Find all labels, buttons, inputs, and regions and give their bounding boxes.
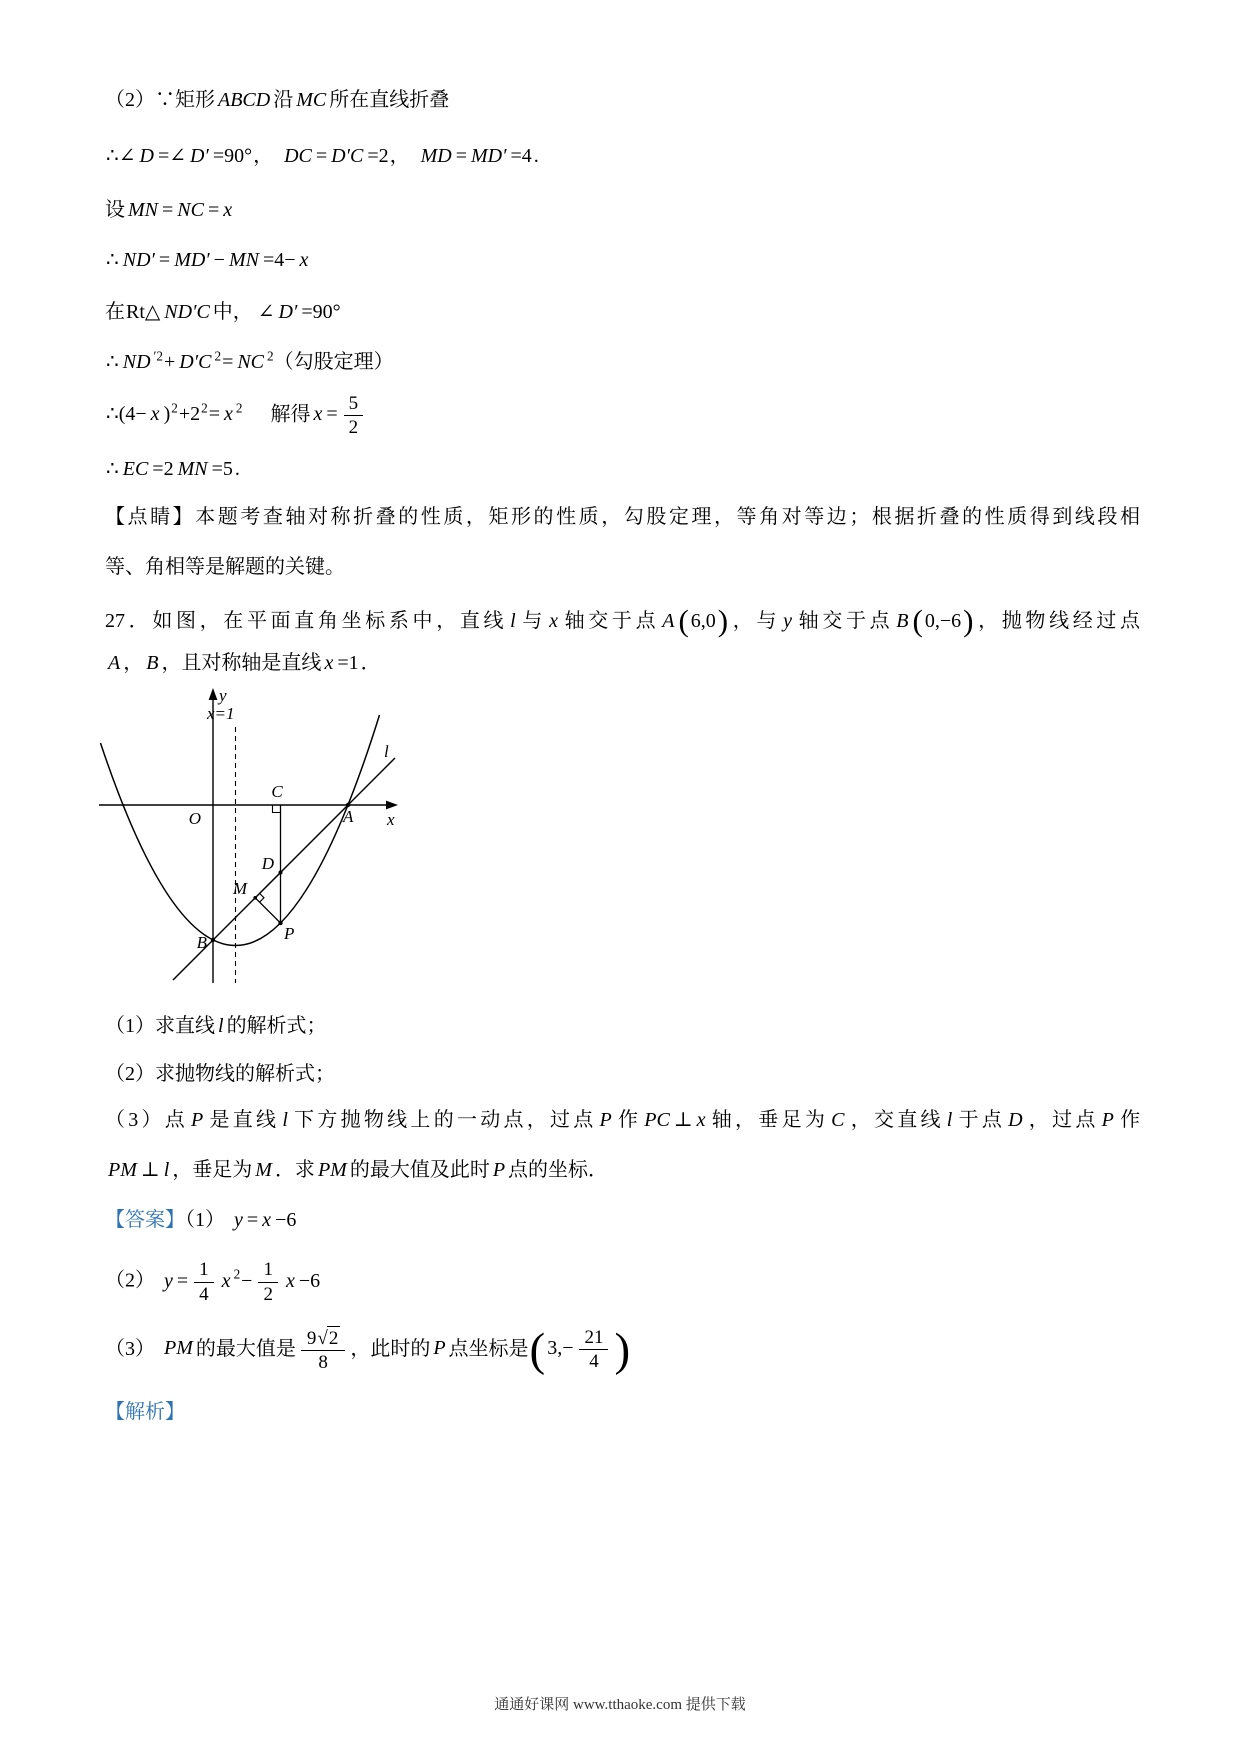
document-content	[105, 86, 1140, 1426]
label-point-b: B	[196, 933, 207, 953]
solution-lines-top	[105, 86, 1140, 677]
point-p	[278, 921, 282, 925]
label-axis-of-symmetry: x=1	[207, 704, 235, 724]
right-angle-mark-m	[260, 894, 264, 903]
label-point-a: A	[343, 807, 354, 827]
label-point-m: M	[232, 879, 247, 899]
sol-pythagorean: ∴ ND $^{'2}$+ D′C $^2$= NC $^2$（勾股定理）	[106, 348, 394, 373]
answer-part1: 【答案】（1） y = x −6	[105, 1209, 297, 1232]
label-y-axis: y	[219, 686, 227, 706]
sol-angles: ∴∠ D =∠ D′ =90°， DC = D′C =2， MD = MD′ =4 .	[106, 145, 539, 167]
sol-right-triangle: 在Rt△ ND′C 中， ∠ D′ =90°	[105, 301, 341, 323]
q27-intro-line2: A ， B ，且对称轴是直线 x =1 ．	[108, 652, 381, 675]
q27-part3-line1: （3）点 P 是直线 l 下方抛物线上的一动点，过点 P 作 PC ⊥ x 轴，垂足为 C ，交直线 l 于点 D ，过点 P 作	[105, 1109, 1141, 1132]
label-x-axis: x	[387, 810, 395, 830]
sol-nd-expression: ∴ ND′ = MD′ − MN =4− x	[106, 249, 309, 271]
y-axis-arrow-icon	[209, 688, 218, 700]
point-b	[211, 938, 215, 942]
note-dianjing-line1: 【点睛】本题考查轴对称折叠的性质，矩形的性质，勾股定理，等角对等边；根据折叠的性质得到线段相	[105, 506, 1140, 529]
sol-solve-equation: ∴(4− x )$^2+2^2= x$ $^2$ 解得 x = $\frac{5}{2}$	[105, 392, 1140, 439]
question-answer-lines	[105, 1012, 1140, 1426]
point-m	[253, 896, 257, 900]
parabola-curve	[101, 715, 380, 946]
label-point-d: D	[261, 854, 274, 874]
sol-result-ec: ∴ EC =2 MN =5 .	[106, 458, 240, 481]
sol-fold-statement: （2）∵矩形 ABCD 沿 MC 所在直线折叠	[105, 89, 450, 111]
q27-part1: （1）求直线 l 的解析式；	[105, 1015, 327, 1038]
segment-pm	[255, 898, 280, 923]
note-dianjing-line2: 等、角相等是解题的关键。	[105, 556, 345, 579]
point-d	[279, 871, 283, 875]
sol-set-variable: 设 MN = NC = x	[105, 199, 233, 221]
label-origin-o: O	[188, 809, 201, 829]
q27-intro-line1: 27．如图，在平面直角坐标系中，直线 l 与 x 轴交于点 A ( 6,0)，与 y 轴交于点 B ( 0,−6)，抛物线经过点	[105, 603, 1141, 639]
right-angle-mark-c	[273, 805, 281, 813]
coordinate-plane-figure	[95, 685, 425, 997]
analysis-label: 【解析】	[105, 1401, 185, 1424]
page-footer: 通通好课网 www.tthaoke.com 提供下载	[494, 1697, 746, 1713]
figure-question-27	[95, 685, 1140, 1002]
q27-part2: （2）求抛物线的解析式；	[105, 1063, 335, 1086]
answer-part2: （2） y = $\frac{1}{4}$ x $^2$− $\frac{1}{2}$ x −6	[105, 1259, 321, 1305]
label-point-c: C	[271, 782, 283, 802]
label-line-l: l	[384, 742, 389, 762]
answer-part3: （3） PM 的最大值是 9 √ 2 8 ，此时的 P 点坐标是( 3,− $\frac{21}{4}$ )	[105, 1323, 631, 1376]
x-axis-arrow-icon	[386, 801, 398, 810]
label-point-p: P	[284, 924, 295, 944]
q27-part3-line2: PM ⊥ l ，垂足为 M ．求 PM 的最大值及此时 P 点的坐标．	[108, 1159, 609, 1182]
